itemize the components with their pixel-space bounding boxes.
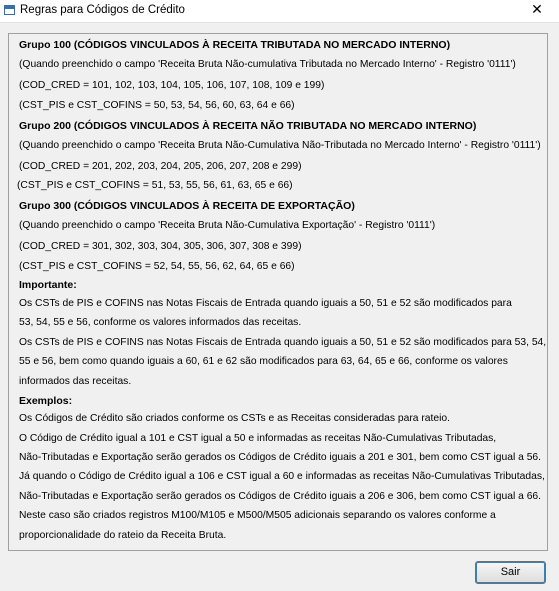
rule-line: (Quando preenchido o campo 'Receita Bruta Não-cumulativa Tributada no Mercado Interno' - Registro '0111') xyxy=(19,59,516,70)
app-window-icon xyxy=(4,5,15,15)
rule-line: (CST_PIS e CST_COFINS = 50, 53, 54, 56, 60, 63, 64 e 66) xyxy=(19,100,295,111)
close-button[interactable]: ✕ xyxy=(531,2,543,18)
rule-line: Grupo 300 (CÓDIGOS VINCULADOS À RECEITA DE EXPORTAÇÃO) xyxy=(19,200,355,212)
rule-line: (CST_PIS e CST_COFINS = 51, 53, 55, 56, 61, 63, 65 e 66) xyxy=(17,180,293,191)
rule-line: Grupo 200 (CÓDIGOS VINCULADOS À RECEITA NÃO TRIBUTADA NO MERCADO INTERNO) xyxy=(19,120,477,132)
rule-line: Os CSTs de PIS e COFINS nas Notas Fiscais de Entrada quando iguais a 50, 51 e 52 são modificados para 53, 54, xyxy=(19,337,547,348)
rule-line: O Código de Crédito igual a 101 e CST igual a 50 e informadas as receitas Não-Cumulativas Tributadas, xyxy=(19,433,497,444)
exit-button[interactable]: Sair xyxy=(475,561,546,584)
rule-line: Já quando o Código de Crédito igual a 106 e CST igual a 60 e informadas as receitas Não-Cumulativas Tributadas, xyxy=(19,471,545,482)
rule-line: (COD_CRED = 201, 202, 203, 204, 205, 206, 207, 208 e 299) xyxy=(19,161,302,172)
rule-line: informados das receitas. xyxy=(19,376,132,387)
rule-line: (Quando preenchido o campo 'Receita Bruta Não-Cumulativa Exportação' - Registro '0111') xyxy=(19,220,436,231)
rule-line: (CST_PIS e CST_COFINS = 52, 54, 55, 56, 62, 64, 65 e 66) xyxy=(19,261,295,272)
rule-line: Grupo 100 (CÓDIGOS VINCULADOS À RECEITA TRIBUTADA NO MERCADO INTERNO) xyxy=(19,39,451,51)
rule-line: 55 e 56, bem como quando iguais a 60, 61 e 62 são modificados para 63, 64, 65 e 66, conforme os valores xyxy=(19,356,508,367)
rule-line: 53, 54, 55 e 56, conforme os valores informados das receitas. xyxy=(19,317,302,328)
rule-line: Neste caso são criados registros M100/M105 e M500/M505 adicionais separando os valores conforme a xyxy=(19,510,496,521)
rule-line: Os CSTs de PIS e COFINS nas Notas Fiscais de Entrada quando iguais a 50, 51 e 52 são modificados para xyxy=(19,298,512,309)
rule-line: proporcionalidade do rateio da Receita Bruta. xyxy=(19,530,227,541)
window-title: Regras para Códigos de Crédito xyxy=(20,4,185,16)
rule-line: Não-Tributadas e Exportação serão gerados os Códigos de Crédito iguais a 206 e 306, bem como CST igual a 66. xyxy=(19,491,542,502)
rule-line: (Quando preenchido o campo 'Receita Bruta Não-Cumulativa Não-Tributada no Mercado Interno' - Registro '0111') xyxy=(19,140,541,151)
rule-line: Importante: xyxy=(19,279,77,291)
rule-line: (COD_CRED = 301, 302, 303, 304, 305, 306, 307, 308 e 399) xyxy=(19,241,302,252)
rule-line: Os Códigos de Crédito são criados conforme os CSTs e as Receitas consideradas para rateio. xyxy=(19,413,450,424)
title-bar xyxy=(0,0,559,23)
rule-line: Exemplos: xyxy=(19,395,73,407)
rule-line: Não-Tributadas e Exportação serão gerados os Códigos de Crédito iguais a 201 e 301, bem como CST igual a 56. xyxy=(19,452,542,463)
rule-line: (COD_CRED = 101, 102, 103, 104, 105, 106, 107, 108, 109 e 199) xyxy=(19,80,325,91)
rules-panel xyxy=(8,33,548,551)
